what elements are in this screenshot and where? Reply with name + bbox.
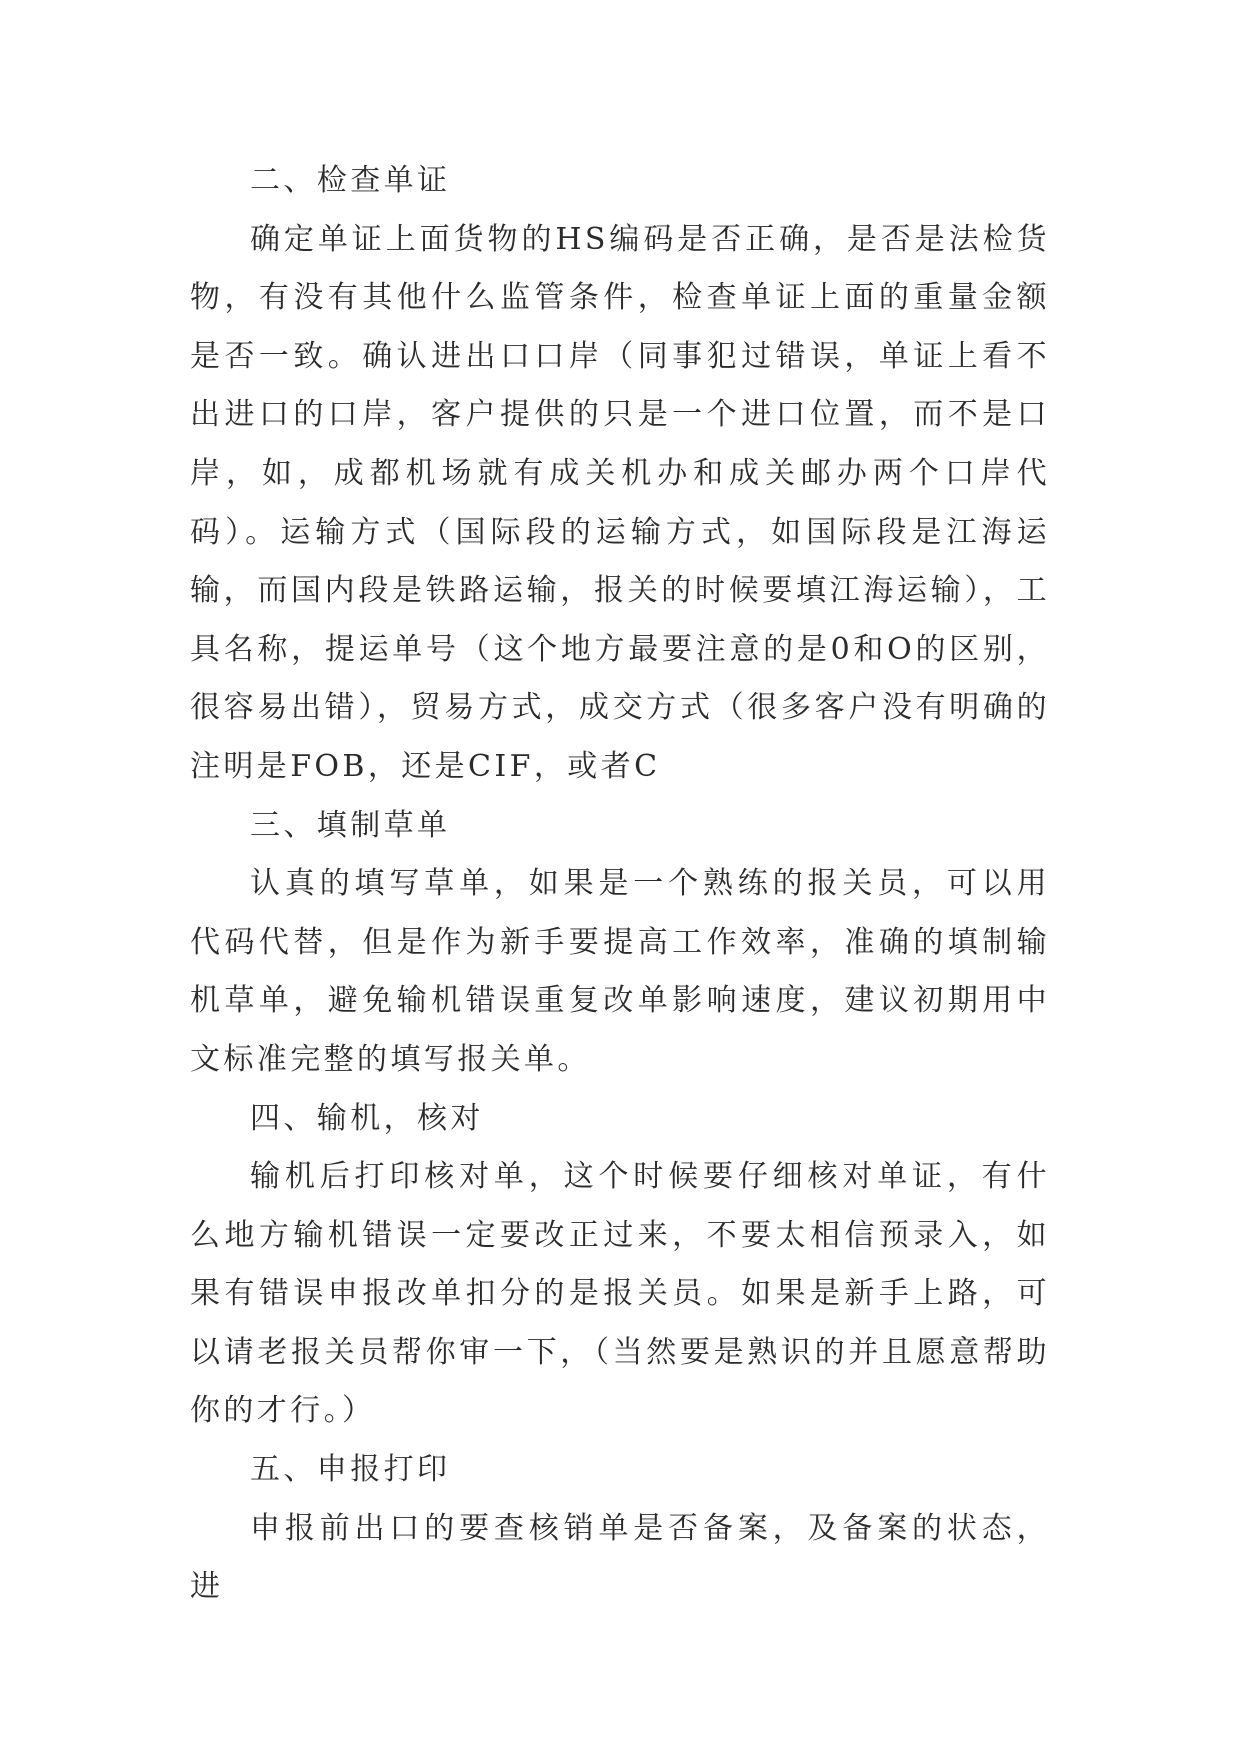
section-paragraph-declare-print: 申报前出口的要查核销单是否备案，及备案的状态，进 <box>190 1510 1050 1605</box>
section-heading-input-verify: 四、输机，核对 <box>250 1100 484 1136</box>
document-body <box>190 152 1050 1617</box>
section-paragraph-check-documents: 确定单证上面货物的HS编码是否正确，是否是法检货物，有没有其他什么监管条件，检查单证上面的重量金额是否一致。确认进出口口岸（同事犯过错误，单证上看不出进口的口岸，客户提供的只是一个进口位置，而不是口岸，如，成都机场就有成关机办和成关邮办两个口岸代码）。运输方式（国际段的运输方式，如国际段是江海运输，而国内段是铁路运输，报关的时候要填江海运输），工具名称，提运单号（这个地方最要注意的是0和O的区别，很容易出错），贸易方式，成交方式（很多客户没有明确的注明是FOB，还是CIF，或者C <box>190 221 1050 784</box>
section-heading-check-documents: 二、检查单证 <box>250 163 451 198</box>
section-heading-declare-print: 五、申报打印 <box>250 1452 451 1488</box>
section-paragraph-input-verify: 输机后打印核对单，这个时候要仔细核对单证，有什么地方输机错误一定要改正过来，不要太相信预录入，如果有错误申报改单扣分的是报关员。如果是新手上路，可以请老报关员帮你审一下，（当然要是熟识的并且愿意帮助你的才行。） <box>190 1159 1050 1429</box>
section-heading-fill-draft: 三、填制草单 <box>250 807 451 843</box>
section-paragraph-fill-draft: 认真的填写草单，如果是一个熟练的报关员，可以用代码代替，但是作为新手要提高工作效率，准确的填制输机草单，避免输机错误重复改单影响速度，建议初期用中文标准完整的填写报关单。 <box>190 866 1050 1077</box>
